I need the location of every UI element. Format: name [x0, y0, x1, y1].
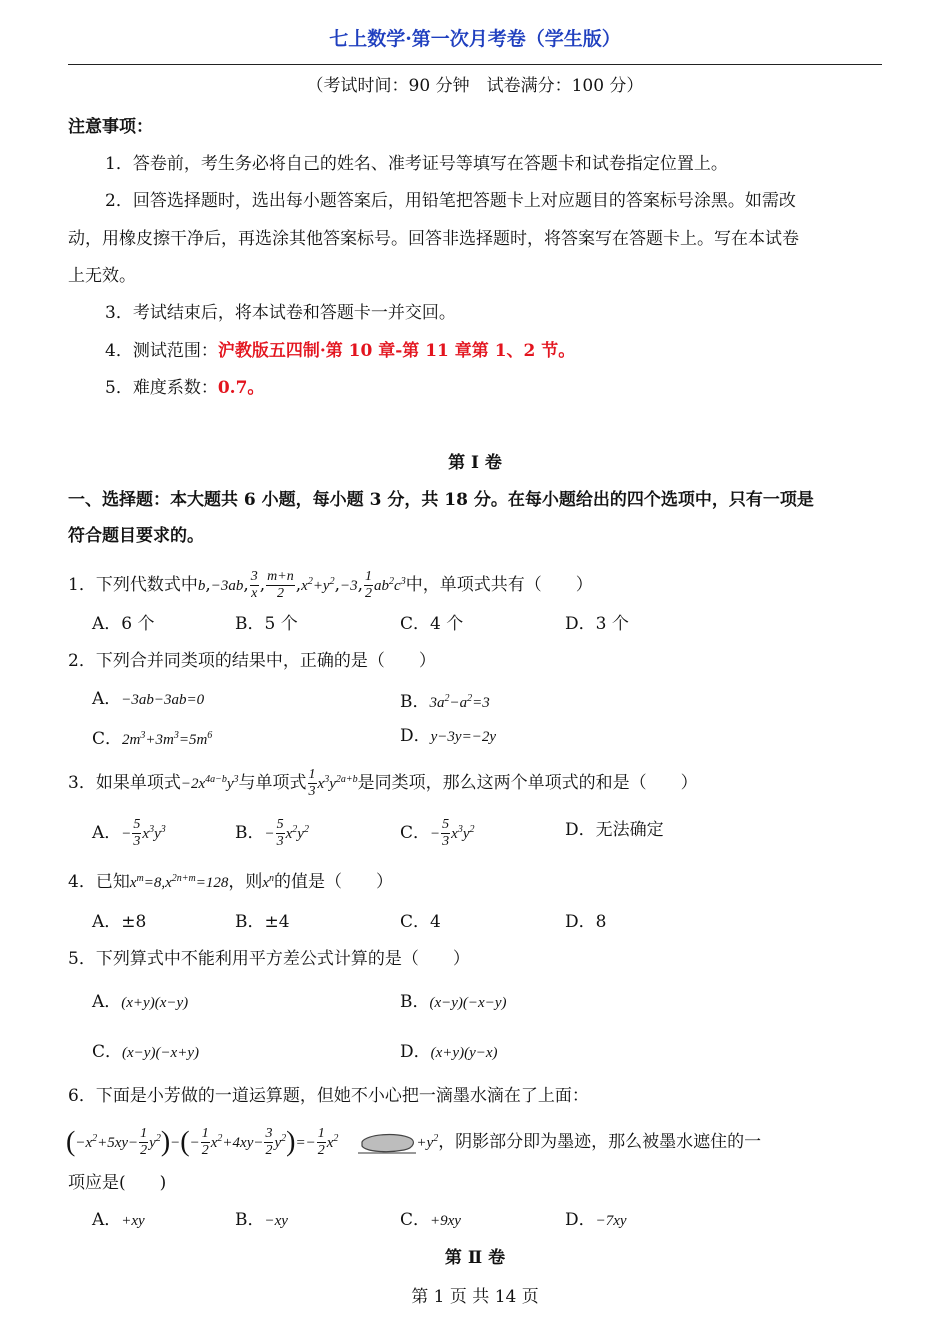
q3-option-a-label: A． [92, 823, 122, 843]
q6-option-b-expr: −xy [264, 1213, 288, 1229]
q5-option-d[interactable] [400, 1040, 498, 1065]
question-6-line-1: 6．下面是小芳做的一道运算题，但她不小心把一滴墨水滴在了上面： [68, 1086, 589, 1106]
question-2-stem: 2．下列合并同类项的结果中，正确的是（ ） [68, 651, 436, 671]
q2-option-a[interactable] [92, 687, 204, 712]
q2-option-d[interactable] [400, 724, 496, 749]
q6-option-a[interactable] [92, 1208, 145, 1233]
q5-option-c-expr: (x−y)(−x+y) [122, 1045, 199, 1061]
q6-option-b-label: B． [235, 1210, 265, 1230]
open-paren-2: ( [180, 1126, 190, 1158]
q3-option-d[interactable]: D．无法确定 [565, 820, 664, 840]
q5-option-b[interactable] [400, 990, 506, 1015]
q5-option-a-expr: (x+y)(x−y) [121, 995, 189, 1011]
question-1-sep: , [205, 575, 211, 595]
fraction-five-thirds-b: $\frac{5}{3}$ [276, 817, 284, 849]
monomial-2: $x^3y^{2a+b}$ [317, 774, 358, 792]
q6-option-a-label: A． [92, 1210, 122, 1230]
notice-item-1: 1．答卷前，考生务必将自己的姓名、准考证号等填写在答题卡和试卷指定位置上。 [105, 154, 728, 174]
q6-expr-part-6: $x^2$ [326, 1133, 339, 1151]
q4-option-b[interactable]: B．±4 [235, 912, 290, 932]
q5-option-d-label: D． [400, 1042, 431, 1062]
q3-option-b-sign: − [264, 826, 275, 842]
notice-item-2-line-1: 2．回答选择题时，选出每小题答案后，用铅笔把答题卡上对应题目的答案标号涂黑。如需改 [105, 191, 796, 211]
q6-option-d-expr: −7xy [595, 1213, 627, 1229]
notice-item-4-label: 4．测试范围： [105, 341, 218, 361]
q6-expr-part-7: $+y^2$ [416, 1133, 439, 1151]
fraction-m-plus-n-over-2: $\frac{m+n}{2}$ [267, 569, 294, 601]
header-rule [68, 64, 882, 65]
q3-option-c-label: C． [400, 823, 431, 843]
q2-option-d-label: D． [400, 726, 431, 746]
q3-option-c[interactable] [400, 814, 474, 850]
q6-minus: − [170, 1135, 181, 1151]
q4-option-d[interactable]: D．8 [565, 912, 607, 932]
fraction-half-a: $\frac{1}{2}$ [140, 1126, 148, 1158]
q2-option-b[interactable] [400, 687, 490, 715]
question-1-expression-4: −3 [340, 578, 358, 594]
question-4-middle: ，则 [228, 872, 263, 892]
section-1-line-1: 一、选择题：本大题共 6 小题，每小题 3 分，共 18 分。在每小题给出的四个选项中，只有一项是 [68, 490, 814, 510]
q5-option-b-expr: (x−y)(−x−y) [429, 995, 507, 1011]
notice-item-2-line-2: 动，用橡皮擦干净后，再选涂其他答案标号。回答非选择题时，将答案写在答题卡上。写在本试卷 [68, 229, 799, 249]
q3-option-b-label: B． [235, 823, 265, 843]
question-6-line-2-suffix: ，阴影部分即为墨迹，那么被墨水遮住的一 [438, 1132, 762, 1152]
q6-expr-part-5: $y^2$ [274, 1133, 287, 1151]
open-paren-1: ( [66, 1126, 76, 1158]
q3-option-c-expr: $x^3y^2$ [451, 824, 475, 842]
q6-expr-part-2: $y^2$ [149, 1133, 161, 1151]
q3-option-c-sign: − [430, 826, 441, 842]
q6-option-c-expr: +9xy [430, 1213, 461, 1229]
fraction-three-halves: $\frac{3}{2}$ [265, 1126, 273, 1158]
section-1-line-2: 符合题目要求的。 [68, 526, 204, 546]
q6-option-d[interactable] [565, 1208, 627, 1233]
notice-item-3: 3．考试结束后，将本试卷和答题卡一并交回。 [105, 303, 456, 323]
q6-option-d-label: D． [565, 1210, 596, 1230]
fraction-3-over-x: $\frac{3}{x}$ [250, 569, 258, 601]
q2-option-a-expr: −3ab−3ab=0 [121, 692, 205, 708]
question-6-line-3: 项应是( ) [68, 1173, 167, 1193]
close-paren-2: ) [286, 1126, 296, 1158]
q2-option-d-expr: y−3y=−2y [430, 729, 496, 745]
q6-equals: =− [295, 1135, 316, 1151]
close-paren-1: ) [160, 1126, 171, 1158]
q1-option-d[interactable]: D．3 个 [565, 614, 629, 634]
notice-item-4 [105, 339, 575, 363]
q6-expr-part-3: − [189, 1135, 200, 1151]
q1-option-c[interactable]: C．4 个 [400, 614, 464, 634]
q5-option-a-label: A． [92, 992, 122, 1012]
q5-option-c[interactable] [92, 1040, 199, 1065]
ink-blot-icon [358, 1132, 416, 1154]
page-number: 第 1 页 共 14 页 [411, 1287, 539, 1307]
notice-item-5 [105, 376, 264, 400]
monomial-1: $-2x^{4a-b}y^3$ [180, 774, 239, 792]
question-4-target: $x^n$ [262, 873, 275, 891]
q5-option-a[interactable] [92, 990, 188, 1015]
q3-option-a-expr: $x^3y^3$ [142, 824, 166, 842]
test-scope: 沪教版五四制·第 10 章-第 11 章第 1、2 节。 [217, 341, 576, 361]
difficulty-value: 0.7。 [217, 378, 265, 398]
part-2-title: 第 Ⅱ 卷 [444, 1248, 506, 1268]
q6-option-a-expr: +xy [121, 1213, 145, 1229]
question-4-prefix: 4．已知 [68, 872, 130, 892]
q5-option-b-label: B． [400, 992, 430, 1012]
question-4-suffix: 的值是（ ） [274, 872, 394, 892]
notice-heading: 注意事项： [68, 117, 153, 137]
q3-option-a[interactable] [92, 814, 166, 850]
question-3-middle: 与单项式 [238, 773, 307, 793]
fraction-five-thirds-a: $\frac{5}{3}$ [133, 817, 141, 849]
q6-option-c-label: C． [400, 1210, 431, 1230]
question-1-expression-1: b [197, 578, 206, 594]
question-3-suffix: 是同类项，那么这两个单项式的和是（ ） [357, 773, 698, 793]
question-3-prefix: 3．如果单项式 [68, 773, 181, 793]
question-1-stem: 1．下列代数式中b,−3ab, $\frac{3}{x}$ , $\frac{m+n}{2}$ $,x^2+y^2,-3$, $\frac{1}{2}$ $ab^2c^3$中，单项式共有（ ） [68, 569, 593, 601]
q4-option-a[interactable]: A．±8 [92, 912, 147, 932]
q2-option-b-label: B． [400, 692, 430, 712]
q6-option-c[interactable] [400, 1208, 461, 1233]
fraction-half: $\frac{1}{2}$ [365, 569, 373, 601]
question-1-expression-3: $x^2+y^2$ [301, 576, 335, 594]
fraction-five-thirds-c: $\frac{5}{3}$ [442, 817, 450, 849]
q6-expr-part-4: $x^2+4xy-$ [210, 1133, 264, 1151]
q2-option-c-expr: $2m^3+3m^3=5m^6$ [122, 730, 213, 748]
q4-option-c[interactable]: C．4 [400, 912, 441, 932]
page-title: 七上数学·第一次月考卷（学生版） [329, 28, 621, 50]
question-6-expression [66, 1122, 761, 1160]
q6-expr-part-1: $-x^2+5xy-$ [75, 1133, 139, 1151]
fraction-half-b: $\frac{1}{2}$ [201, 1126, 209, 1158]
exam-info: （考试时间：90 分钟 试卷满分：100 分） [306, 76, 644, 96]
q2-option-c-label: C． [92, 729, 123, 749]
question-4-given: $x^m=8,x^{2n+m}=128$ [129, 873, 229, 891]
part-1-title: 第 Ⅰ 卷 [448, 453, 502, 473]
q2-option-b-expr: $3a^2-a^2=3$ [429, 693, 490, 711]
fraction-half-c: $\frac{1}{2}$ [317, 1126, 325, 1158]
question-1-prefix: 1．下列代数式中 [68, 575, 198, 595]
q2-option-a-label: A． [92, 689, 122, 709]
question-1-expression-5: $ab^2c^3$ [374, 576, 406, 594]
q3-option-b-expr: $x^2y^2$ [285, 824, 309, 842]
question-3-stem [68, 764, 698, 800]
question-4-stem [68, 867, 393, 895]
question-1-expression-2: −3ab [210, 578, 244, 594]
q3-option-b[interactable] [235, 814, 309, 850]
question-5-stem: 5．下列算式中不能利用平方差公式计算的是（ ） [68, 949, 470, 969]
q1-option-b[interactable]: B．5 个 [235, 614, 298, 634]
q2-option-c[interactable] [92, 724, 212, 752]
notice-item-2-line-3: 上无效。 [68, 266, 136, 286]
notice-item-5-label: 5．难度系数： [105, 378, 218, 398]
q6-option-b[interactable] [235, 1208, 288, 1233]
fraction-one-third: $\frac{1}{3}$ [308, 767, 316, 799]
q5-option-c-label: C． [92, 1042, 123, 1062]
q5-option-d-expr: (x+y)(y−x) [430, 1045, 498, 1061]
q1-option-a[interactable]: A．6 个 [92, 614, 155, 634]
q3-option-a-sign: − [121, 826, 132, 842]
question-1-suffix: 中，单项式共有（ ） [405, 575, 593, 595]
